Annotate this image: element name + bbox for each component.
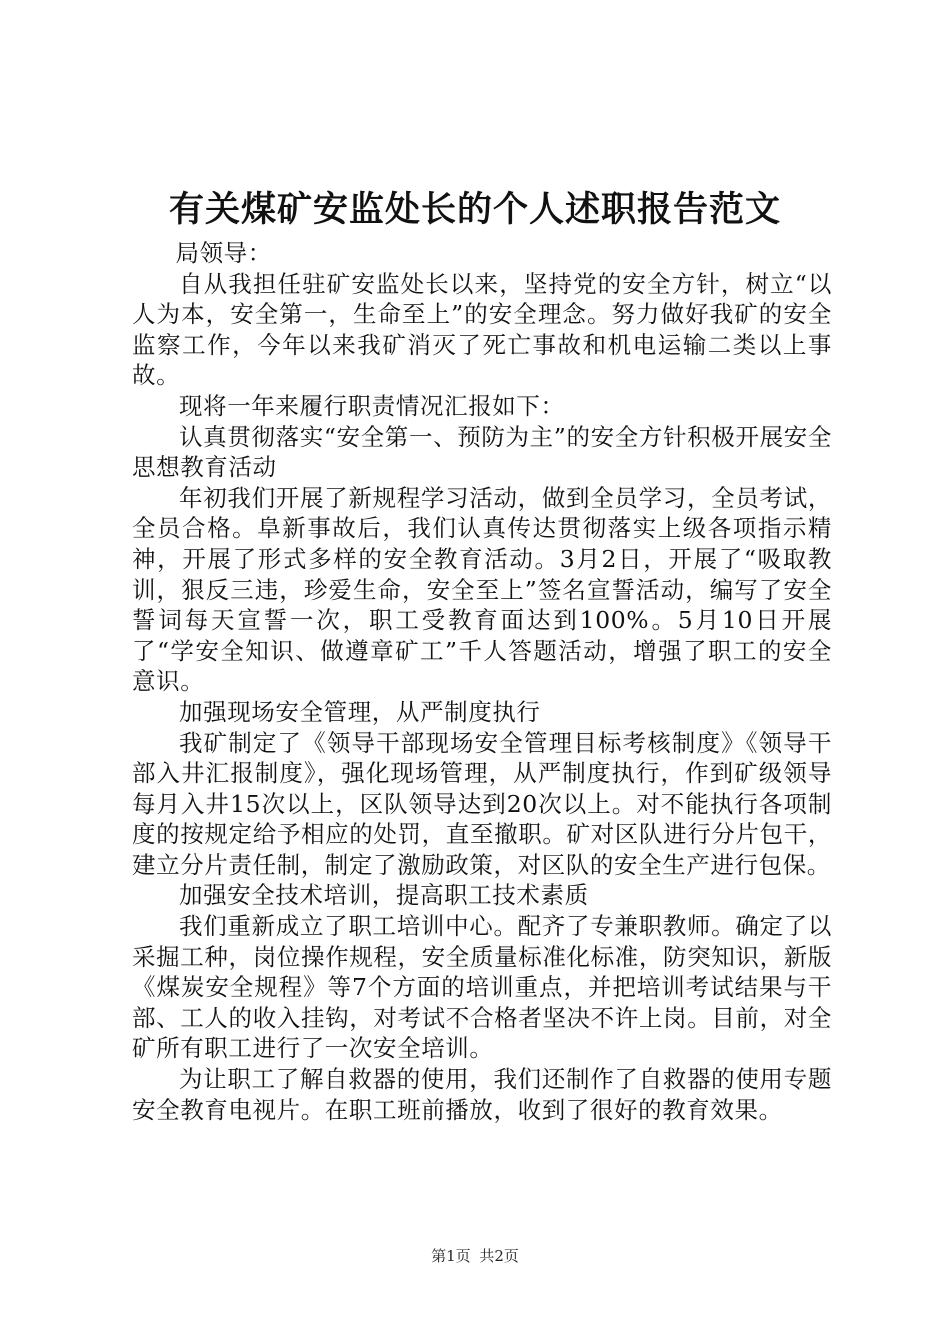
paragraph-report-lead: 现将一年来履行职责情况汇报如下： — [179, 391, 565, 420]
paragraph-site-management: 我矿制定了《领导干部现场安全管理目标考核制度》《领导干部入井汇报制度》，强化现场管理，从严制度执行，作到矿级领导每月入井15次以上，区队领导达到20次以上。对不能执行各项制度的按规定给予相应的处罚，直至撤职。矿对区队进行分片包干，建立分片责任制，制定了激励政策，对区队的安全生产进行包保。 — [132, 728, 832, 879]
salutation: 局领导： — [175, 239, 272, 267]
document-title: 有关煤矿安监处长的个人述职报告范文 — [168, 189, 781, 230]
section-heading-training: 加强安全技术培训，提高职工技术素质 — [179, 881, 589, 910]
paragraph-intro: 自从我担任驻矿安监处长以来，坚持党的安全方针，树立“以人为本，安全第一，生命至上”的安全理念。努力做好我矿的安全监察工作，今年以来我矿消灭了死亡事故和机电运输二类以上事故。 — [132, 269, 832, 390]
paragraph-self-rescuer: 为让职工了解自救器的使用，我们还制作了自救器的使用专题安全教育电视片。在职工班前播放，收到了很好的教育效果。 — [132, 1065, 832, 1124]
document-body — [132, 238, 832, 1125]
paragraph-training: 我们重新成立了职工培训中心。配齐了专兼职教师。确定了以采掘工种，岗位操作规程，安全质量标准化标准，防突知识，新版《煤炭安全规程》等7个方面的培训重点，并把培训考试结果与干部、工人的收入挂钩，对考试不合格者坚决不许上岗。目前，对全矿所有职工进行了一次安全培训。 — [132, 912, 832, 1063]
page-footer — [0, 1246, 950, 1266]
page-total: 共2页 — [479, 1247, 519, 1265]
paragraph-education: 年初我们开展了新规程学习活动，做到全员学习，全员考试，全员合格。阜新事故后，我们认真传达贯彻落实上级各项指示精神，开展了形式多样的安全教育活动。3月2日，开展了“吸取教训，狠反三违，珍爱生命，安全至上”签名宣誓活动，编写了安全誓词每天宣誓一次，职工受教育面达到100%。5月10日开展了“学安全知识、做遵章矿工”千人答题活动，增强了职工的安全意识。 — [132, 483, 832, 696]
page-number: 第1页 — [431, 1247, 471, 1265]
section-heading-education: 认真贯彻落实“安全第一、预防为主”的安全方针积极开展安全思想教育活动 — [132, 422, 832, 482]
section-heading-site-management: 加强现场安全管理，从严制度执行 — [179, 697, 541, 726]
